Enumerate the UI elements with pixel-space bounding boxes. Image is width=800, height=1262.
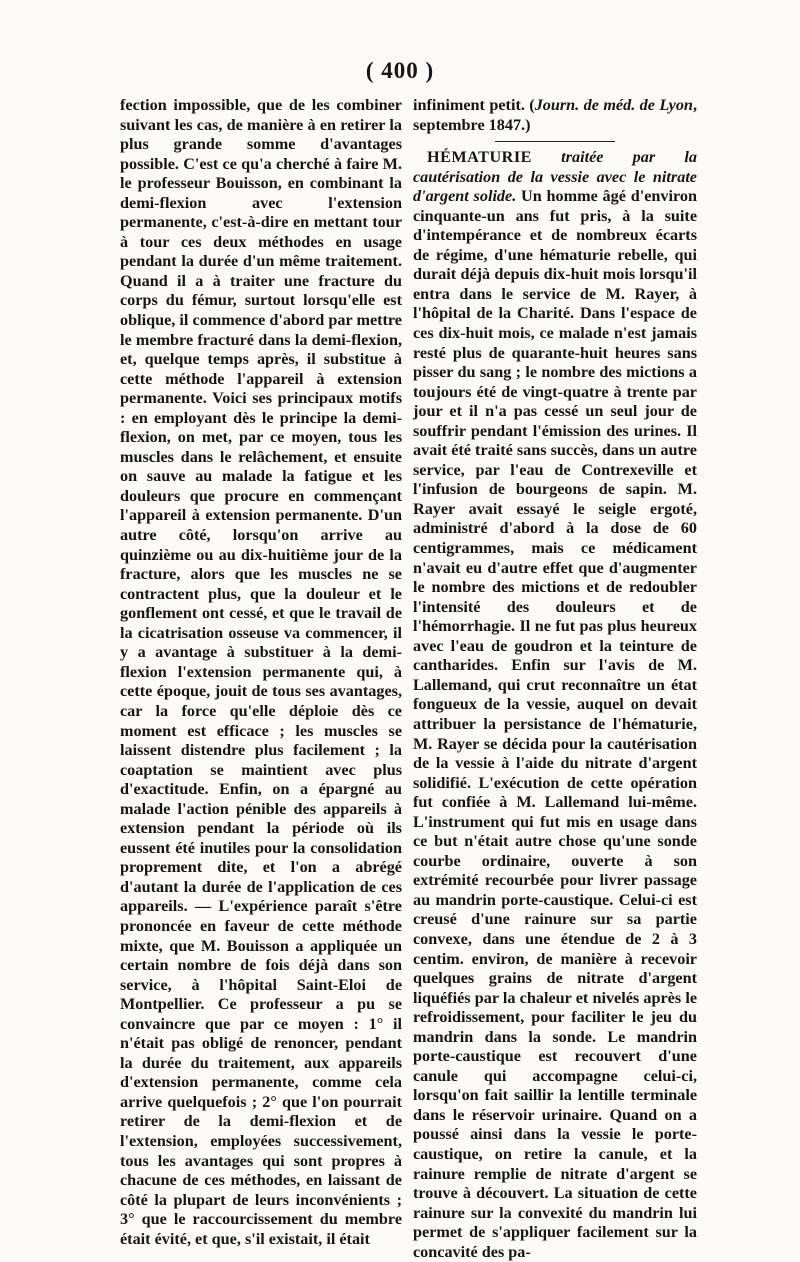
article-paragraph	[413, 148, 697, 1262]
citation-journal: Journ. de méd. de Lyon	[534, 96, 693, 114]
left-column-text: fection impossible, que de les combiner suivant les cas, de manière à en retirer la plus grande somme d'avantages possible. C'est ce qu'a cherché à faire M. le professeur Bouisson, en combinant la demi-flexion avec l'extension permanente, c'est-à-dire en mettant tour à tour ces deux méthodes en usage pendant la durée d'un même traitement. Quand il a à traiter une fracture du corps du fémur, surtout lorsqu'elle est oblique, il commence d'abord par mettre le membre fracturé dans la demi-flexion, et, quelque temps après, il substitue à cette méthode l'appareil à extension permanente. Voici ses principaux motifs : en employant dès le principe la demi-flexion, on met, par ce moyen, tous les muscles dans le relâchement, et ensuite on sauve au malade la fatigue et les douleurs que procure en commençant l'appareil à extension permanente. D'un autre côté, lorsqu'on arrive au quinzième ou au dix-huitième jour de la fracture, alors que les muscles ne se contractent plus, que la douleur et le gonflement ont cessé, et que le travail de la cicatrisation osseuse va commencer, il y a avantage à substituer à la demi-flexion l'extension permanente qui, à cette époque, jouit de tous ses avantages, car la force qu'elle déploie dès ce moment est efficace ; les muscles se laissent distendre plus facilement ; la coaptation se maintient avec plus d'exactitude. Enfin, on a épargné au malade l'action pénible des appareils à extension pendant la période où ils eussent été inutiles pour la consolidation proprement dite, et l'on a abrégé d'autant la durée de l'application de ces appareils. — L'expérience paraît s'être prononcée en faveur de cette méthode mixte, que M. Bouisson a appliquée un certain nombre de fois déjà dans son service, à l'hôpital Saint-Eloi de Montpellier. Ce professeur a pu se convaincre que par ce moyen : 1° il n'était pas obligé de renoncer, pendant la durée du traitement, aux appareils d'extension permanente, comme cela arrive quelquefois ; 2° que l'on pourrait retirer de la demi-flexion et de l'extension, employées successivement, tous les avantages qui sont propres à chacune de ces méthodes, en laissant de côté la plupart de leurs inconvénients ; 3° que le raccourcissement du membre était évité, et que, s'il existait, il était	[120, 96, 402, 1248]
article-subtitle: traitée par la cautérisation de la vessie avec le nitrate d'argent solide.	[413, 148, 697, 206]
page-number: ( 400 )	[365, 58, 435, 83]
intro-text: infiniment petit. (	[413, 96, 535, 114]
right-column	[413, 96, 697, 1262]
article-text: Un homme âgé d'environ cinquante-un ans fut pris, à la suite d'intempérance et de nombreux écarts de régime, d'une hématurie rebelle, qui durait déjà depuis dix-huit mois lorsqu'il entra dans le service de M. Rayer, à l'hôpital de la Charité. Dans l'espace de ces dix-huit mois, ce malade n'est jamais resté plus de quarante-huit heures sans pisser du sang ; le nombre des mictions a toujours été de vingt-quatre à trente par jour et il n'a pas cessé un seul jour de souffrir pendant l'émission des urines. Il avait été traité sans succès, dans un autre service, par l'eau de Contrexeville et l'infusion de bourgeons de sapin. M. Rayer avait essayé le seigle ergoté, administré d'abord à la dose de 60 centigrammes, mais ce médicament n'avait eu d'autre effet que d'augmenter le nombre des mictions et de redoubler l'intensité des douleurs et de l'hémorrhagie. Il ne fut pas plus heureux avec l'eau de goudron et la teinture de cantharides. Enfin sur l'avis de M. Lallemand, qui crut reconnaître un état fongueux de la vessie, auquel on devait attribuer la persistance de l'hématurie, M. Rayer se décida pour la cautérisation de la vessie à l'aide du nitrate d'argent solidifié. L'exécution de cette opération fut confiée à M. Lallemand lui-même. L'instrument qui fut mis en usage dans ce but n'était autre chose qu'une sonde courbe ordinaire, ouverte à son extrémité recourbée pour livrer passage au mandrin porte-caustique. Celui-ci est creusé d'une rainure sur sa partie convexe, dans une étendue de 2 à 3 centim. environ, de manière à recevoir quelques grains de nitrate d'argent liquéfiés par la chaleur et nivelés après le refroidissement, pour faciliter le jeu du mandrin dans la sonde. Le mandrin porte-caustique est recouvert d'une canule qui accompagne celui-ci, lorsqu'on fait saillir la lentille terminale dans le réservoir urinaire. Quand on a poussé ainsi dans la vessie le porte-caustique, on retire la canule, et la rainure remplie de nitrate d'argent se trouve à découvert. La situation de cette rainure sur la convexité du mandrin lui permet de s'appliquer facilement sur la concavité des pa-	[413, 187, 697, 1261]
left-column	[120, 96, 402, 1249]
article-heading: HÉMATURIE	[427, 148, 532, 167]
citation-date: , septembre 1847.)	[413, 96, 697, 134]
section-divider	[495, 141, 615, 142]
citation-paragraph	[413, 96, 697, 135]
